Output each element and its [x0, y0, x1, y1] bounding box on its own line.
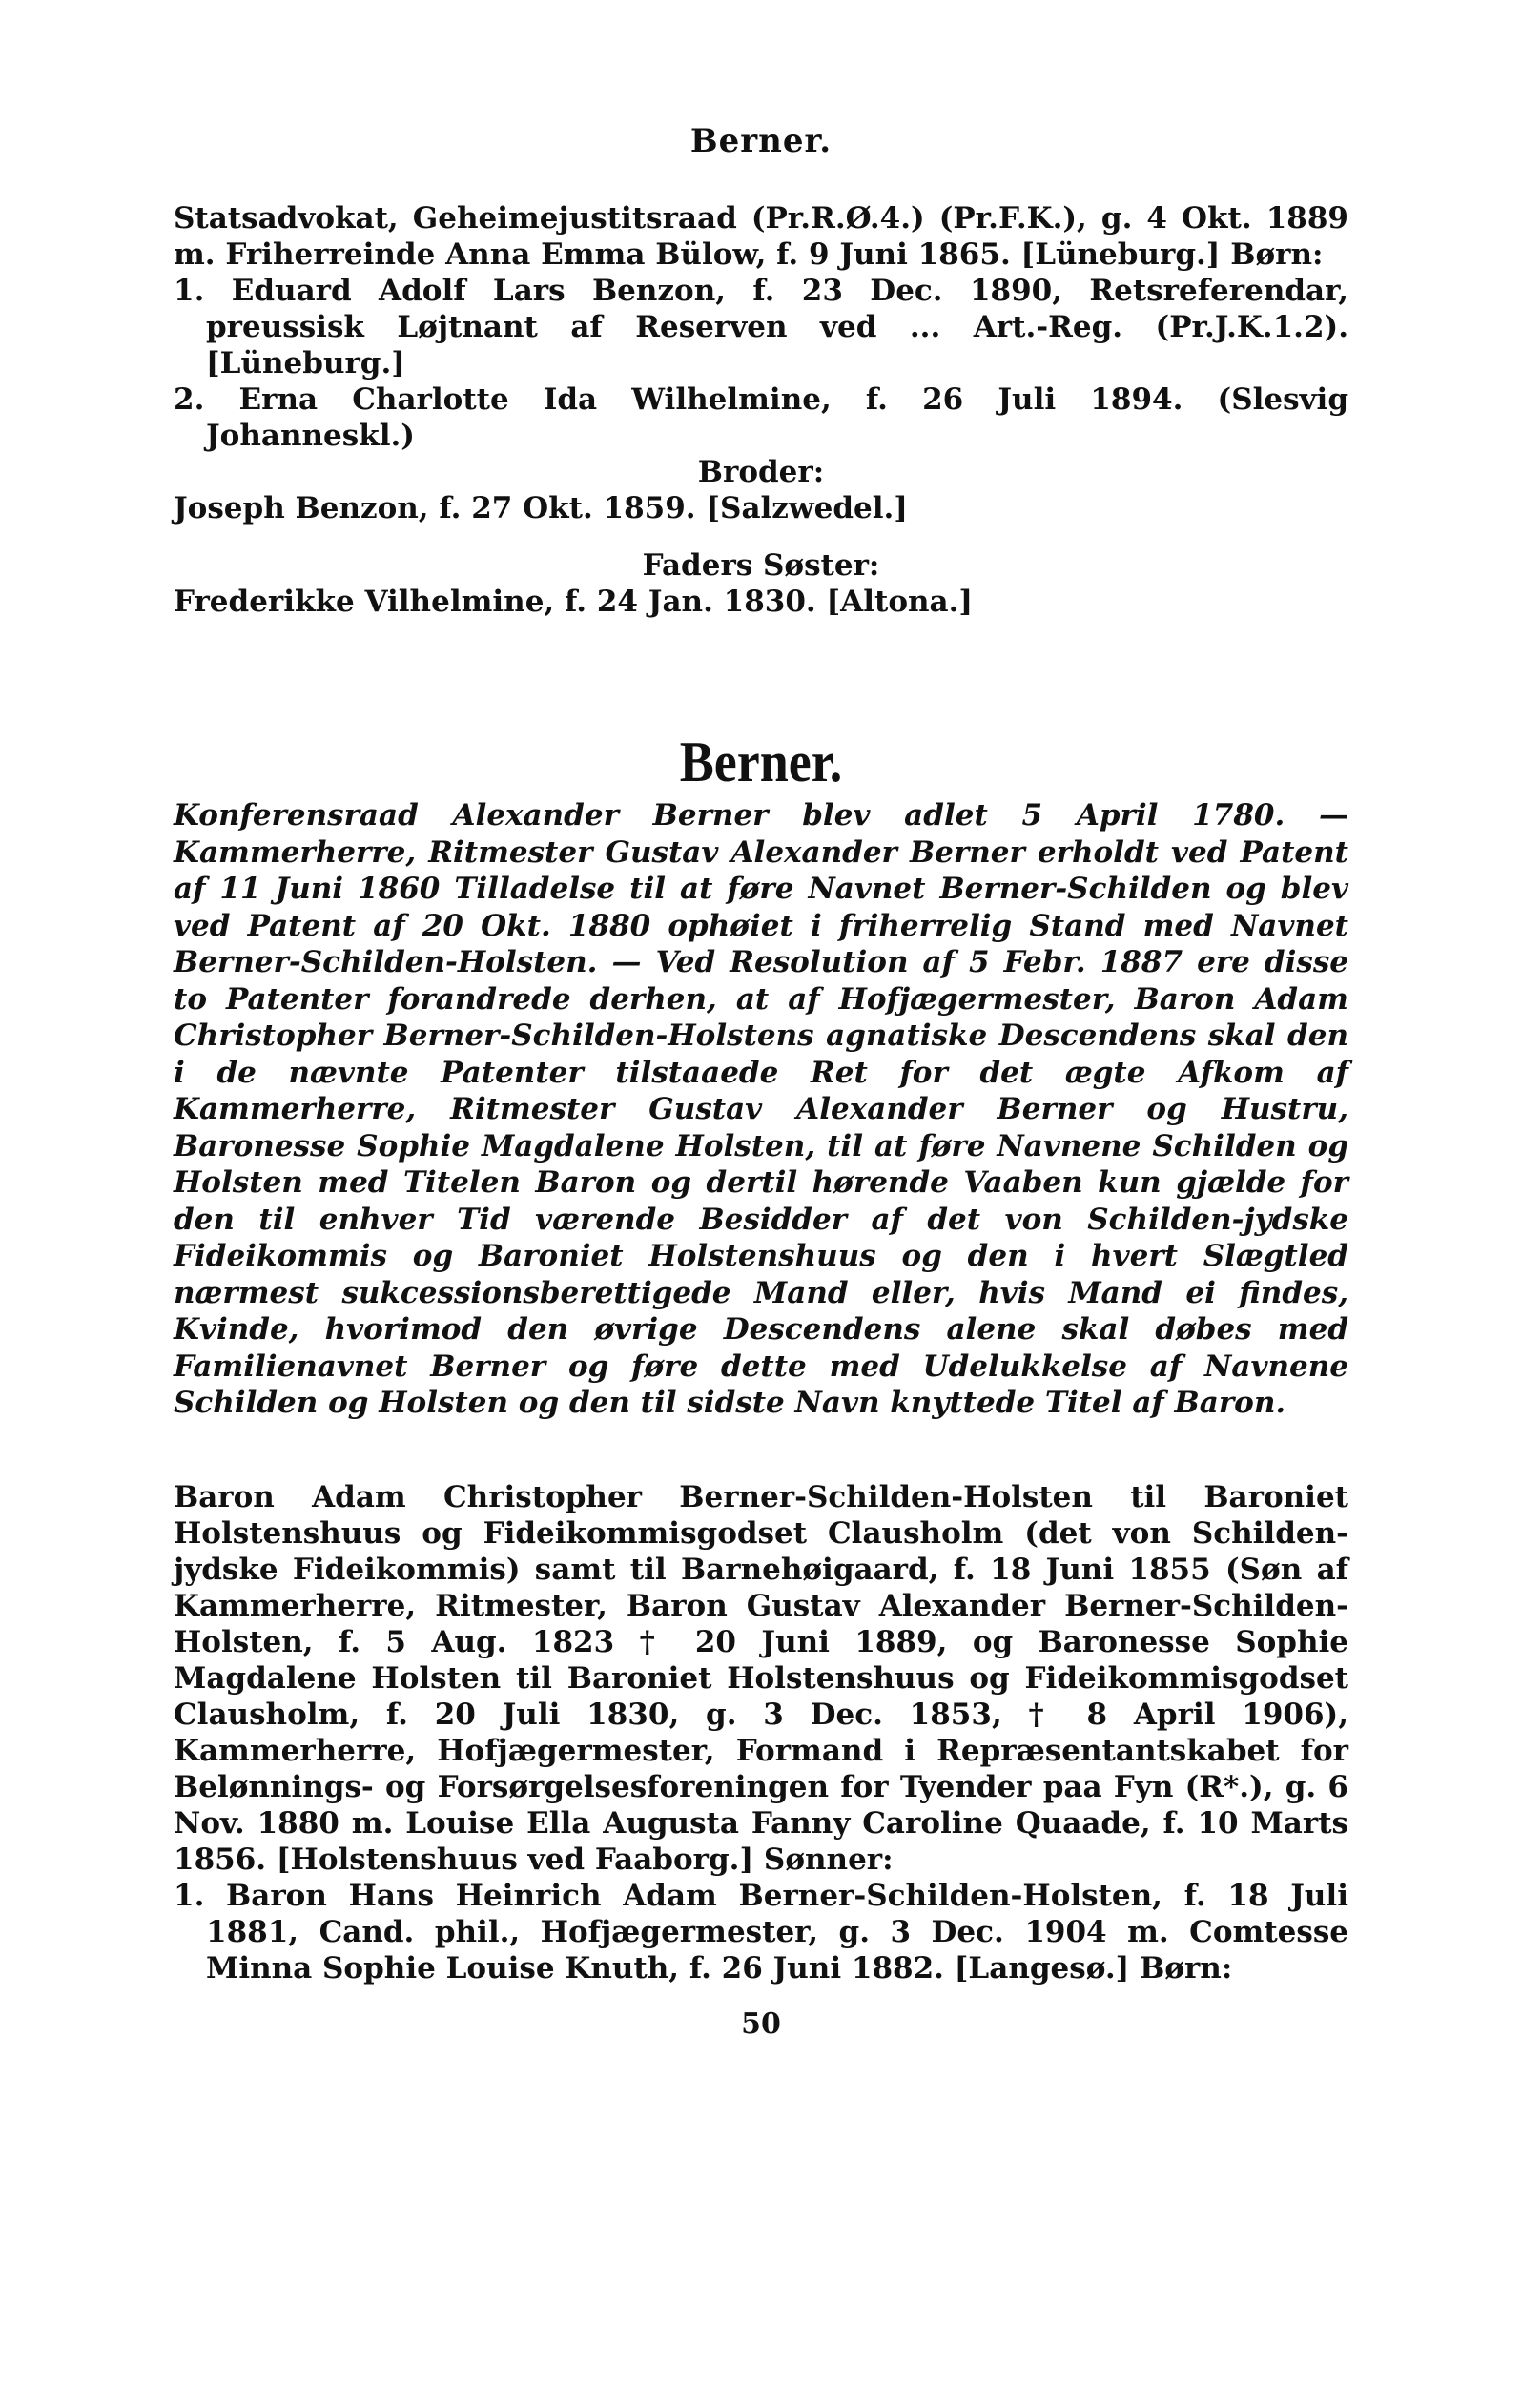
aunt-heading: Faders Søster: — [642, 548, 880, 583]
son-hans-heinrich: 1. Baron Hans Heinrich Adam Berner-Schilden-Holsten, f. 18 Juli 1881, Cand. phil., Hofjægermester, g. 3 Dec. 1904 m. Comtesse Minna Sophie Louise Knuth, f. 26 Juni 1882. [Langesø.] Børn: — [174, 1878, 1348, 1986]
running-head: Berner. — [689, 122, 833, 160]
page-number: 50 — [741, 2007, 781, 2041]
brother-entry: Joseph Benzon, f. 27 Okt. 1859. [Salzwedel.] — [174, 491, 908, 525]
entry-adam-christopher — [174, 1479, 1348, 1986]
section-title: Berner. — [679, 731, 843, 793]
brother-heading: Broder: — [697, 455, 825, 489]
child-eduard: 1. Eduard Adolf Lars Benzon, f. 23 Dec. 1890, Retsreferendar, preussisk Løjtnant af Reserven ved ... Art.-Reg. (Pr.J.K.1.2). [Lüneburg.] — [174, 274, 1348, 381]
page — [174, 122, 1348, 2041]
family-history: Konferensraad Alexander Berner blev adlet 5 April 1780. — Kammerherre, Ritmester Gustav Alexander Berner erholdt ved Patent af 11 Juni 1860 Tilladelse til at føre Navnet Berner-Schilden og blev ved Patent af 20 Okt. 1880 ophøiet i friherrelig Stand med Navnet Berner-Schilden-Holsten. — Ved Resolution af 5 Febr. 1887 ere disse to Patenter forandrede derhen, at af Hofjægermester, Baron Adam Christopher Berner-Schilden-Holstens agnatiske Descendens skal den i de nævnte Patenter tilstaaede Ret for det ægte Afkom af Kammerherre, Ritmester Gustav Alexander Berner og Hustru, Baronesse Sophie Magdalene Holsten, til at føre Navnene Schilden og Holsten med Titelen Baron og dertil hørende Vaaben kun gjælde for den til enhver Tid værende Besidder af det von Schilden-jydske Fideikommis og Baroniet Holstenshuus og den i hvert Slægtled nærmest sukcessionsberettigede Mand eller, hvis Mand ei findes, Kvinde, hvorimod den øvrige Descendens alene skal døbes med Familienavnet Berner og føre dette med Udelukkelse af Navnene Schilden og Holsten og den til sidste Navn knyttede Titel af Baron. — [174, 798, 1348, 1420]
entry-intro: Statsadvokat, Geheimejustitsraad (Pr.R.Ø.4.) (Pr.F.K.), g. 4 Okt. 1889 m. Friherreinde Anna Emma Bülow, f. 9 Juni 1865. [Lüneburg.] Børn: — [174, 201, 1348, 272]
main-entry: Baron Adam Christopher Berner-Schilden-Holsten til Baroniet Holstenshuus og Fideikommisgodset Clausholm (det von Schilden-jydske Fideikommis) samt til Barnehøigaard, f. 18 Juni 1855 (Søn af Kammerherre, Ritmester, Baron Gustav Alexander Berner-Schilden-Holsten, f. 5 Aug. 1823 † 20 Juni 1889, og Baronesse Sophie Magdalene Holsten til Baroniet Holstenshuus og Fideikommisgodset Clausholm, f. 20 Juli 1830, g. 3 Dec. 1853, † 8 April 1906), Kammerherre, Hofjægermester, Formand i Repræsentantskabet for Belønnings- og Forsørgelsesforeningen for Tyender paa Fyn (R*.), g. 6 Nov. 1880 m. Louise Ella Augusta Fanny Caroline Quaade, f. 10 Marts 1856. [Holstenshuus ved Faaborg.] Sønner: — [174, 1479, 1348, 1877]
entry-berner-benzon — [174, 200, 1348, 620]
aunt-entry: Frederikke Vilhelmine, f. 24 Jan. 1830. [Altona.] — [174, 585, 974, 619]
child-erna: 2. Erna Charlotte Ida Wilhelmine, f. 26 Juli 1894. (Slesvig Johanneskl.) — [174, 382, 1348, 453]
